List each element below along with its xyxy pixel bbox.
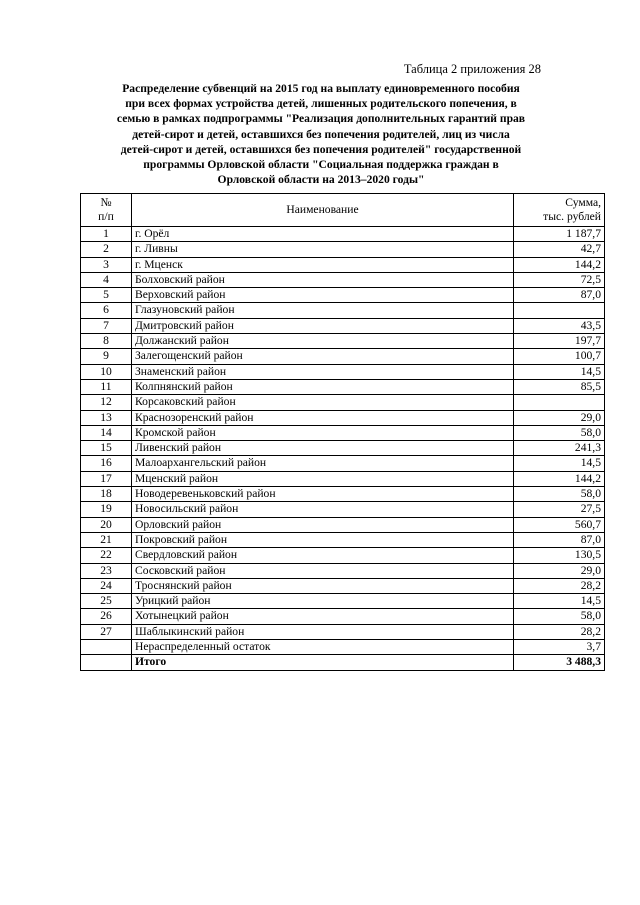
row-name: Болховский район — [132, 272, 514, 287]
table-row — [81, 502, 605, 517]
table-row — [81, 609, 605, 624]
table-row — [81, 379, 605, 394]
row-sum — [514, 303, 605, 318]
row-name: Ливенский район — [132, 441, 514, 456]
table-row — [81, 395, 605, 410]
row-sum — [514, 395, 605, 410]
table-row — [81, 548, 605, 563]
table-row — [81, 456, 605, 471]
row-number: 3 — [81, 257, 132, 272]
row-number: 14 — [81, 425, 132, 440]
header-num-line1: № — [100, 196, 112, 209]
table-body — [81, 227, 605, 671]
row-name: Глазуновский район — [132, 303, 514, 318]
row-number: 4 — [81, 272, 132, 287]
header-num — [81, 194, 132, 227]
row-sum: 29,0 — [514, 563, 605, 578]
table-row — [81, 318, 605, 333]
row-sum: 58,0 — [514, 487, 605, 502]
row-name: Свердловский район — [132, 548, 514, 563]
row-sum: 58,0 — [514, 609, 605, 624]
row-number: 11 — [81, 379, 132, 394]
table-row — [81, 334, 605, 349]
row-number: 2 — [81, 242, 132, 257]
row-number: 20 — [81, 517, 132, 532]
row-sum: 42,7 — [514, 242, 605, 257]
header-sum — [514, 194, 605, 227]
row-number: 26 — [81, 609, 132, 624]
table-row — [81, 349, 605, 364]
table-row — [81, 288, 605, 303]
row-name: Кромской район — [132, 425, 514, 440]
table-row — [81, 272, 605, 287]
row-name: Троснянский район — [132, 578, 514, 593]
row-name: Малоархангельский район — [132, 456, 514, 471]
row-number: 9 — [81, 349, 132, 364]
row-sum: 28,2 — [514, 624, 605, 639]
row-sum: 130,5 — [514, 548, 605, 563]
row-sum: 241,3 — [514, 441, 605, 456]
row-number: 25 — [81, 594, 132, 609]
row-number: 19 — [81, 502, 132, 517]
total-number — [81, 655, 132, 670]
row-number: 13 — [81, 410, 132, 425]
row-sum: 72,5 — [514, 272, 605, 287]
row-name: г. Мценск — [132, 257, 514, 272]
title-line: детей-сирот и детей, оставшихся без попечения родителей, лиц из числа — [132, 127, 510, 141]
row-name: г. Ливны — [132, 242, 514, 257]
row-name: Залегощенский район — [132, 349, 514, 364]
row-sum: 560,7 — [514, 517, 605, 532]
row-number: 21 — [81, 532, 132, 547]
row-sum: 144,2 — [514, 471, 605, 486]
table-row — [81, 563, 605, 578]
row-name: Новосильский район — [132, 502, 514, 517]
row-name: Хотынецкий район — [132, 609, 514, 624]
row-sum: 197,7 — [514, 334, 605, 349]
row-name: Мценский район — [132, 471, 514, 486]
row-sum: 14,5 — [514, 456, 605, 471]
row-number: 8 — [81, 334, 132, 349]
row-name: Нераспределенный остаток — [132, 640, 514, 655]
total-label: Итого — [132, 655, 514, 670]
row-sum: 43,5 — [514, 318, 605, 333]
row-sum: 144,2 — [514, 257, 605, 272]
header-name: Наименование — [132, 194, 514, 227]
table-row — [81, 242, 605, 257]
row-name: Колпнянский район — [132, 379, 514, 394]
row-name: Дмитровский район — [132, 318, 514, 333]
table-header-row — [81, 194, 605, 227]
header-num-line2: п/п — [98, 210, 114, 223]
table-row — [81, 624, 605, 639]
subsidy-table — [80, 193, 605, 671]
table-row — [81, 257, 605, 272]
header-sum-line1: Сумма, — [565, 196, 601, 209]
row-name: Урицкий район — [132, 594, 514, 609]
total-sum: 3 488,3 — [514, 655, 605, 670]
title-line: семью в рамках подпрограммы "Реализация дополнительных гарантий прав — [116, 112, 526, 126]
row-sum: 1 187,7 — [514, 227, 605, 242]
table-row — [81, 578, 605, 593]
title-line: при всех формах устройства детей, лишенных родительского попечения, в — [125, 97, 517, 111]
table-row — [81, 425, 605, 440]
row-sum: 14,5 — [514, 364, 605, 379]
row-name: Орловский район — [132, 517, 514, 532]
row-number: 16 — [81, 456, 132, 471]
table-row — [81, 640, 605, 655]
row-number: 6 — [81, 303, 132, 318]
row-sum: 58,0 — [514, 425, 605, 440]
row-number: 12 — [81, 395, 132, 410]
row-name: Верховский район — [132, 288, 514, 303]
row-sum: 14,5 — [514, 594, 605, 609]
row-number: 22 — [81, 548, 132, 563]
row-number: 23 — [81, 563, 132, 578]
appendix-note: Таблица 2 приложения 28 — [403, 62, 541, 76]
title-line: Распределение субвенций на 2015 год на выплату единовременного пособия — [122, 82, 520, 95]
row-number — [81, 640, 132, 655]
table-row — [81, 487, 605, 502]
row-name: Покровский район — [132, 532, 514, 547]
row-number: 15 — [81, 441, 132, 456]
document-title — [100, 81, 542, 187]
row-sum: 28,2 — [514, 578, 605, 593]
row-name: Знаменский район — [132, 364, 514, 379]
row-name: Шаблыкинский район — [132, 624, 514, 639]
row-sum: 85,5 — [514, 379, 605, 394]
total-row — [81, 655, 605, 670]
row-name: Сосковский район — [132, 563, 514, 578]
table-row — [81, 303, 605, 318]
title-line: Орловской области на 2013–2020 годы" — [217, 173, 425, 187]
row-name: г. Орёл — [132, 227, 514, 242]
title-line: программы Орловской области "Социальная поддержка граждан в — [143, 158, 499, 172]
table-row — [81, 441, 605, 456]
row-number: 10 — [81, 364, 132, 379]
row-name: Краснозоренский район — [132, 410, 514, 425]
row-number: 7 — [81, 318, 132, 333]
row-sum: 87,0 — [514, 532, 605, 547]
row-name: Корсаковский район — [132, 395, 514, 410]
row-number: 18 — [81, 487, 132, 502]
table-row — [81, 227, 605, 242]
table-row — [81, 471, 605, 486]
table-row — [81, 364, 605, 379]
row-sum: 100,7 — [514, 349, 605, 364]
row-name: Новодеревеньковский район — [132, 487, 514, 502]
title-line: детей-сирот и детей, оставшихся без попечения родителей" государственной — [120, 142, 522, 156]
row-sum: 87,0 — [514, 288, 605, 303]
row-sum: 27,5 — [514, 502, 605, 517]
header-sum-line2: тыс. рублей — [543, 210, 601, 223]
row-sum: 29,0 — [514, 410, 605, 425]
row-sum: 3,7 — [514, 640, 605, 655]
row-number: 1 — [81, 227, 132, 242]
table-row — [81, 517, 605, 532]
row-number: 27 — [81, 624, 132, 639]
row-number: 24 — [81, 578, 132, 593]
table-row — [81, 532, 605, 547]
row-number: 5 — [81, 288, 132, 303]
row-number: 17 — [81, 471, 132, 486]
table-row — [81, 594, 605, 609]
row-name: Должанский район — [132, 334, 514, 349]
table-row — [81, 410, 605, 425]
